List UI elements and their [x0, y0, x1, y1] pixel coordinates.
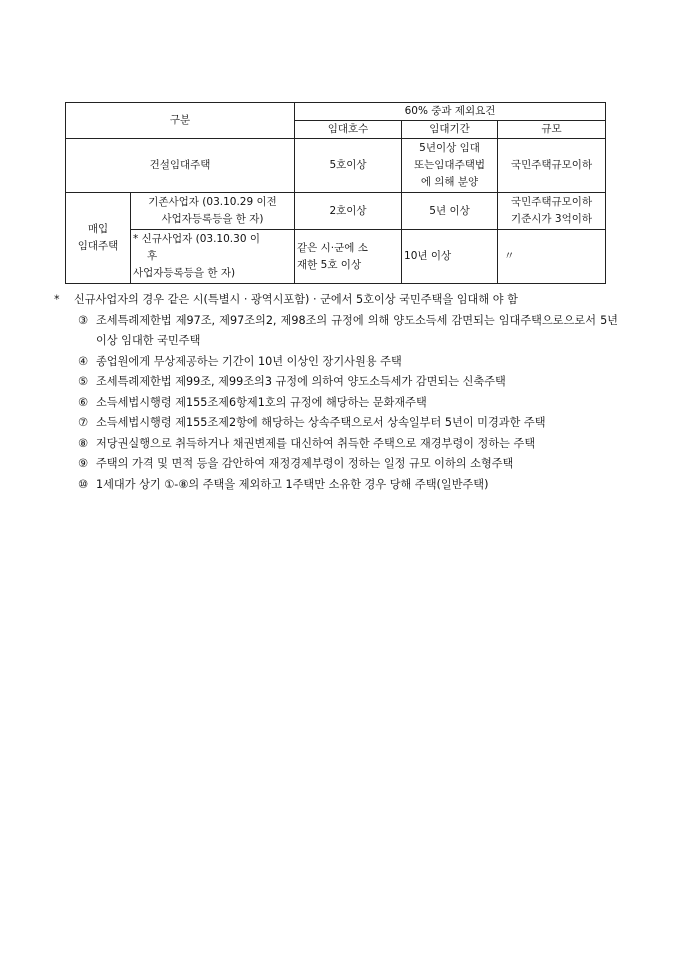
construction-period-cell — [402, 139, 498, 193]
header-units-cell: 임대호수 — [295, 121, 402, 139]
scale-line: 국민주택규모이하 — [510, 196, 593, 208]
item-number: ⑦ — [78, 416, 89, 429]
item-text: 조세특례제한법 제97조, 제97조의2, 제98조의 규정에 의해 양도소득세 감면되는 임대주택으로으로서 5년 이상 임대한 국민주택 — [96, 313, 618, 347]
new-operator-line: 후 — [147, 250, 158, 262]
footnote-text: 신규사업자의 경우 같은 시(특별시 · 광역시포함) · 군에서 5호이상 국민주택을 임대해 야 함 — [74, 293, 518, 306]
item-number: ⑧ — [78, 436, 89, 450]
new-scale-cell: 〃 — [498, 230, 606, 284]
item-text: 소득세법시행령 제155조제6항제1호의 규정에 해당하는 문화재주택 — [96, 395, 427, 409]
item-number: ⑤ — [78, 375, 89, 388]
new-operator-line: 사업자등록등을 한 자) — [133, 267, 236, 279]
item-text: 조세특례제한법 제99조, 제99조의3 규정에 의하여 양도소득세가 감면되는 신축주택 — [96, 375, 506, 388]
list-item — [52, 311, 618, 352]
new-operator-cell — [131, 230, 295, 284]
item-text: 저당권실행으로 취득하거나 채권변제를 대신하여 취득한 주택으로 재경부령이 정하는 주택 — [96, 436, 536, 450]
purchase-label-line: 매입 — [87, 223, 109, 235]
new-period-cell: 10년 이상 — [402, 230, 498, 284]
item-number: ④ — [78, 354, 89, 368]
list-item — [52, 454, 618, 475]
existing-operator-line: 사업자등록등을 한 자) — [161, 213, 264, 225]
construction-units-cell: 5호이상 — [295, 139, 402, 193]
existing-operator-cell — [131, 193, 295, 230]
new-operator-footnote — [52, 290, 618, 311]
item-number: ⑨ — [78, 457, 89, 470]
exemption-requirements-table — [65, 102, 606, 284]
header-period-cell: 임대기간 — [402, 121, 498, 139]
header-category-cell: 구분 — [66, 103, 295, 139]
item-text: 주택의 가격 및 면적 등을 감안하여 재정경제부령이 정하는 일정 규모 이하의 소형주택 — [96, 457, 514, 470]
construction-rental-label: 건설임대주택 — [66, 139, 295, 193]
list-item — [52, 372, 618, 393]
existing-units-cell: 2호이상 — [295, 193, 402, 230]
item-number: ⑩ — [78, 477, 89, 491]
item-text: 소득세법시행령 제155조제2항에 해당하는 상속주택으로서 상속일부터 5년이 미경과한 주택 — [96, 416, 546, 429]
list-item — [52, 413, 618, 434]
purchase-rental-label — [66, 193, 131, 284]
header-scale-cell: 규모 — [498, 121, 606, 139]
table-header-row — [66, 103, 606, 121]
period-line: 5년이상 임대 — [419, 142, 480, 154]
table-row — [66, 193, 606, 230]
item-number: ⑥ — [78, 395, 89, 409]
table-row — [66, 230, 606, 284]
header-group-cell: 60% 중과 제외요건 — [295, 103, 606, 121]
asterisk-mark: * — [54, 293, 60, 306]
period-line: 또는임대주택법 — [414, 159, 486, 171]
list-item — [52, 393, 618, 414]
list-item — [52, 434, 618, 455]
list-item — [52, 352, 618, 373]
list-item — [52, 475, 618, 496]
item-number: ③ — [78, 313, 89, 327]
new-units-cell — [295, 230, 402, 284]
units-line: 같은 시·군에 소 — [297, 241, 368, 254]
units-line: 재한 5호 이상 — [297, 258, 362, 271]
construction-scale-cell: 국민주택규모이하 — [498, 139, 606, 193]
existing-operator-line: 기존사업자 (03.10.29 이전 — [148, 196, 277, 208]
purchase-label-line: 임대주택 — [77, 240, 119, 252]
table-row — [66, 139, 606, 193]
scale-line: 기준시가 3억이하 — [511, 213, 593, 225]
notes-section — [52, 290, 618, 495]
existing-scale-cell — [498, 193, 606, 230]
existing-period-cell: 5년 이상 — [402, 193, 498, 230]
item-text: 1세대가 상기 ①-⑧의 주택을 제외하고 1주택만 소유한 경우 당해 주택(일반주택) — [96, 477, 489, 491]
period-line: 에 의해 분양 — [420, 176, 479, 188]
new-operator-line: * 신규사업자 (03.10.30 이 — [133, 233, 260, 245]
item-text: 종업원에게 무상제공하는 기간이 10년 이상인 장기사원용 주택 — [96, 354, 402, 368]
